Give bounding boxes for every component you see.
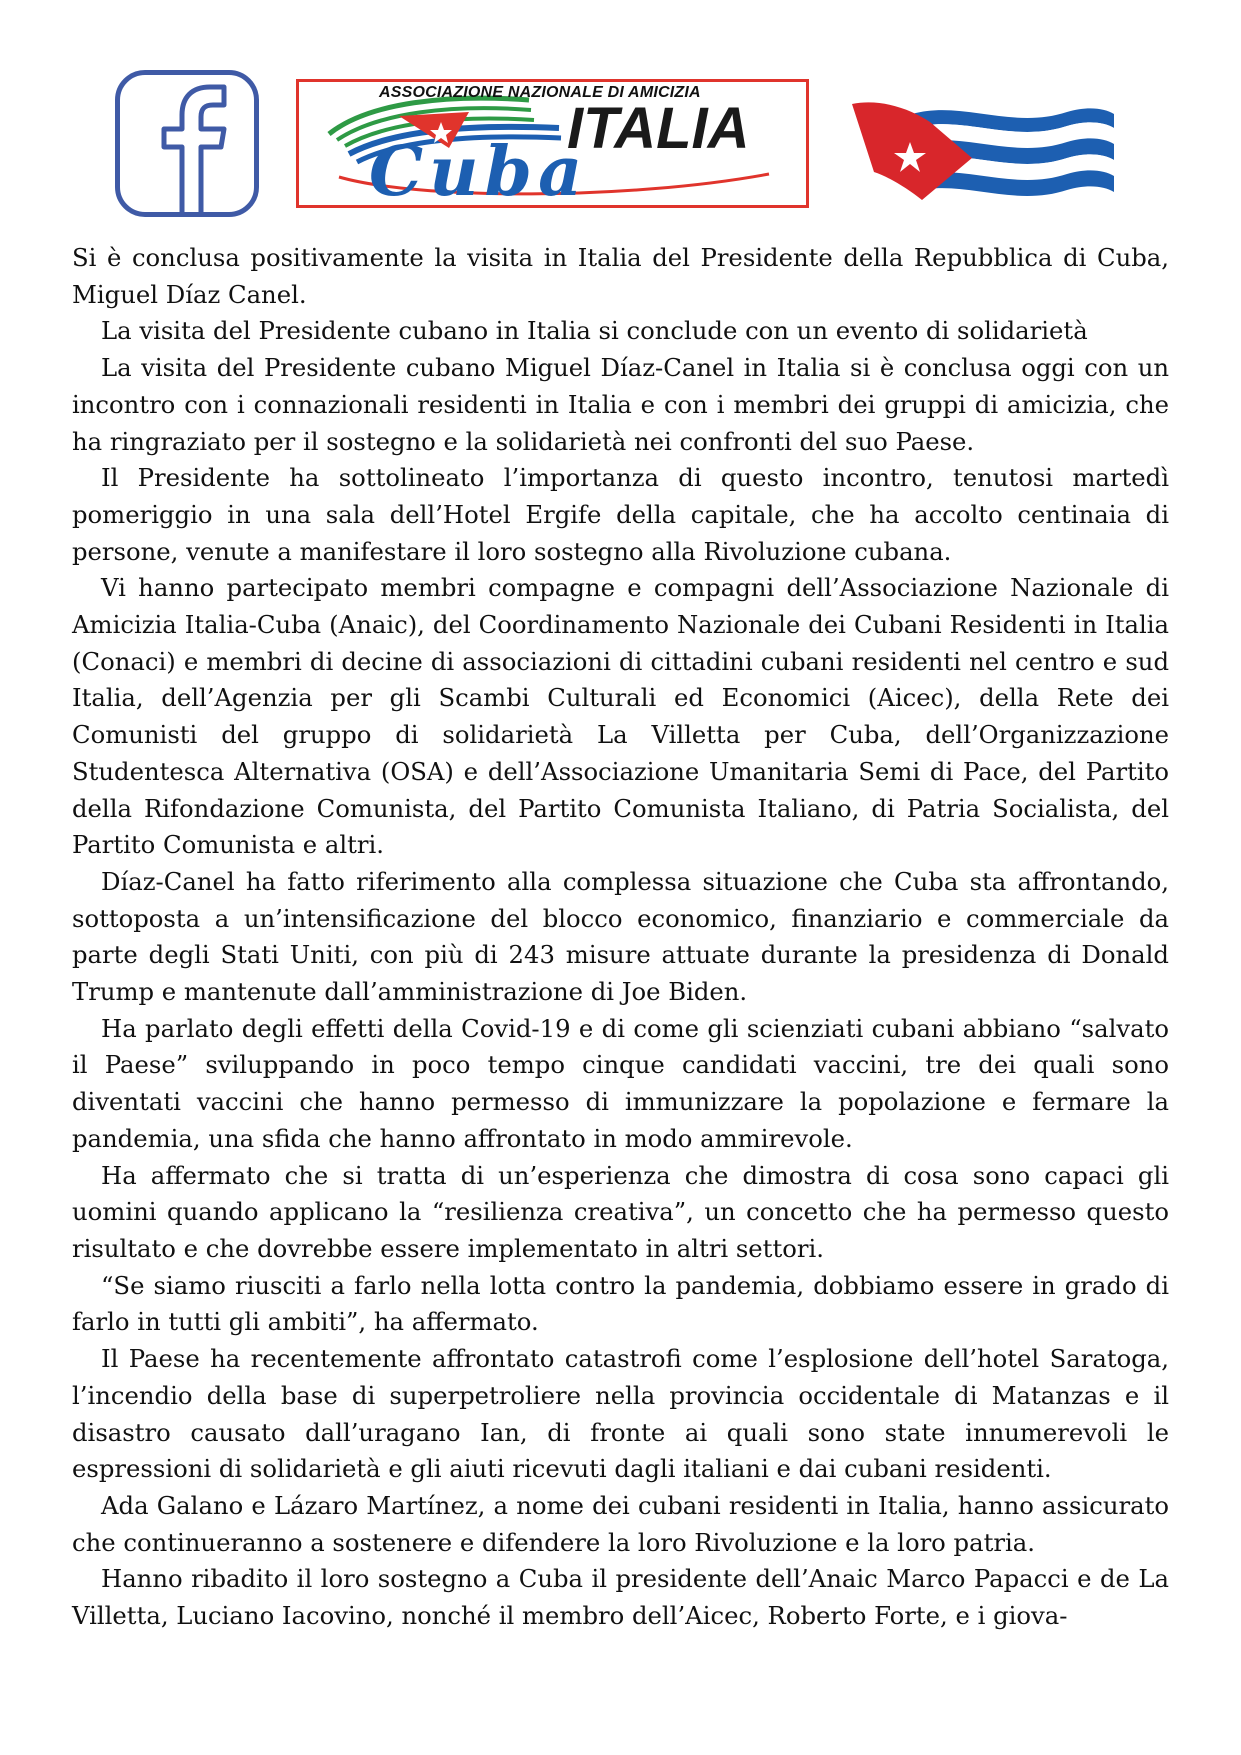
article-paragraph: La visita del Presidente cubano Miguel Díaz-Canel in Italia si è conclusa oggi con un incontro con i connazionali residenti in Italia e con i membri dei gruppi di amicizia, che ha ringraziato per il sostegno e la solidarietà nei confronti del suo Paese. bbox=[72, 353, 1169, 456]
article-paragraph: Ha parlato degli effetti della Covid-19 e di come gli scienziati cubani abbiano “salvato il Paese” sviluppando in poco tempo cinque candidati vaccini, tre dei quali sono diventati vaccini che hanno permesso di immunizzare la popolazione e fermare la pandemia, una sfida che hanno affrontato in modo ammirevole. bbox=[72, 1013, 1169, 1153]
article-paragraph: Ada Galano e Lázaro Martínez, a nome dei cubani residenti in Italia, hanno assicurato che continueranno a sostenere e difendere la loro Rivoluzione e la loro patria. bbox=[72, 1490, 1169, 1557]
article-paragraph: Il Paese ha recentemente affrontato catastrofi come l’esplosione dell’hotel Saratoga, l’incendio della base di superpetroliere nella provincia occidentale di Matanzas e il disastro causato dall’uragano Ian, di fronte ai quali sono state innumerevoli le espressioni di solidarietà e gli aiuti ricevuti dagli italiani e dai cubani residenti. bbox=[72, 1344, 1169, 1484]
facebook-logo[interactable] bbox=[115, 70, 259, 217]
association-cuba-word: Cuba bbox=[369, 132, 589, 208]
article-paragraph: Díaz-Canel ha fatto riferimento alla complessa situazione che Cuba sta affrontando, sottoposta a un’intensificazione del blocco economico, finanziario e commerciale da parte degli Stati Uniti, con più di 243 misure attuate durante la presidenza di Donald Trump e mantenute dall’amministrazione di Joe Biden. bbox=[72, 866, 1169, 1007]
facebook-icon bbox=[120, 75, 254, 212]
association-name-top: ASSOCIAZIONE NAZIONALE DI AMICIZIA bbox=[379, 84, 701, 101]
article-body bbox=[72, 240, 1169, 1635]
article-paragraph: Hanno ribadito il loro sostegno a Cuba il presidente dell’Anaic Marco Papacci e de La Villetta, Luciano Iacovino, nonché il membro dell’Aicec, Roberto Forte, e i giova- bbox=[72, 1564, 1169, 1631]
association-logo bbox=[296, 79, 809, 208]
cuban-flag-icon bbox=[852, 100, 1117, 210]
article-paragraph: Vi hanno partecipato membri compagne e compagni dell’Associazione Nazionale di Amicizia Italia-Cuba (Anaic), del Coordinamento Nazionale dei Cubani Residenti in Italia (Conaci) e membri di decine di associazioni di cittadini cubani residenti nel centro e sud Italia, dell’Agenzia per gli Scambi Culturali ed Economici (Aicec), della Rete dei Comunisti del gruppo di solidarietà La Villetta per Cuba, dell’Organizzazione Studentesca Alternativa (OSA) e dell’Associazione Umanitaria Semi di Pace, del Partito della Rifondazione Comunista, del Partito Comunista Italiano, di Patria Socialista, del Partito Comunista e altri. bbox=[72, 573, 1169, 860]
association-italia-word: ITALIA bbox=[567, 96, 750, 161]
article-paragraph: Si è conclusa positivamente la visita in Italia del Presidente della Repubblica di Cuba, Miguel Díaz Canel. bbox=[72, 243, 1169, 309]
article-paragraph: “Se siamo riusciti a farlo nella lotta contro la pandemia, dobbiamo essere in grado di farlo in tutti gli ambiti”, ha affermato. bbox=[72, 1270, 1169, 1337]
article-paragraph: Il Presidente ha sottolineato l’importanza di questo incontro, tenutosi martedì pomeriggio in una sala dell’Hotel Ergife della capitale, che ha accolto centinaia di persone, venute a manifestare il loro sostegno alla Rivoluzione cubana. bbox=[72, 463, 1169, 566]
article-paragraph: Ha affermato che si tratta di un’esperienza che dimostra di cosa sono capaci gli uomini quando applicano la “resilienza creativa”, un concetto che ha permesso questo risultato e che dovrebbe essere implementato in altri settori. bbox=[72, 1160, 1169, 1263]
article-paragraph: La visita del Presidente cubano in Italia si conclude con un evento di solidarietà bbox=[101, 316, 1088, 346]
